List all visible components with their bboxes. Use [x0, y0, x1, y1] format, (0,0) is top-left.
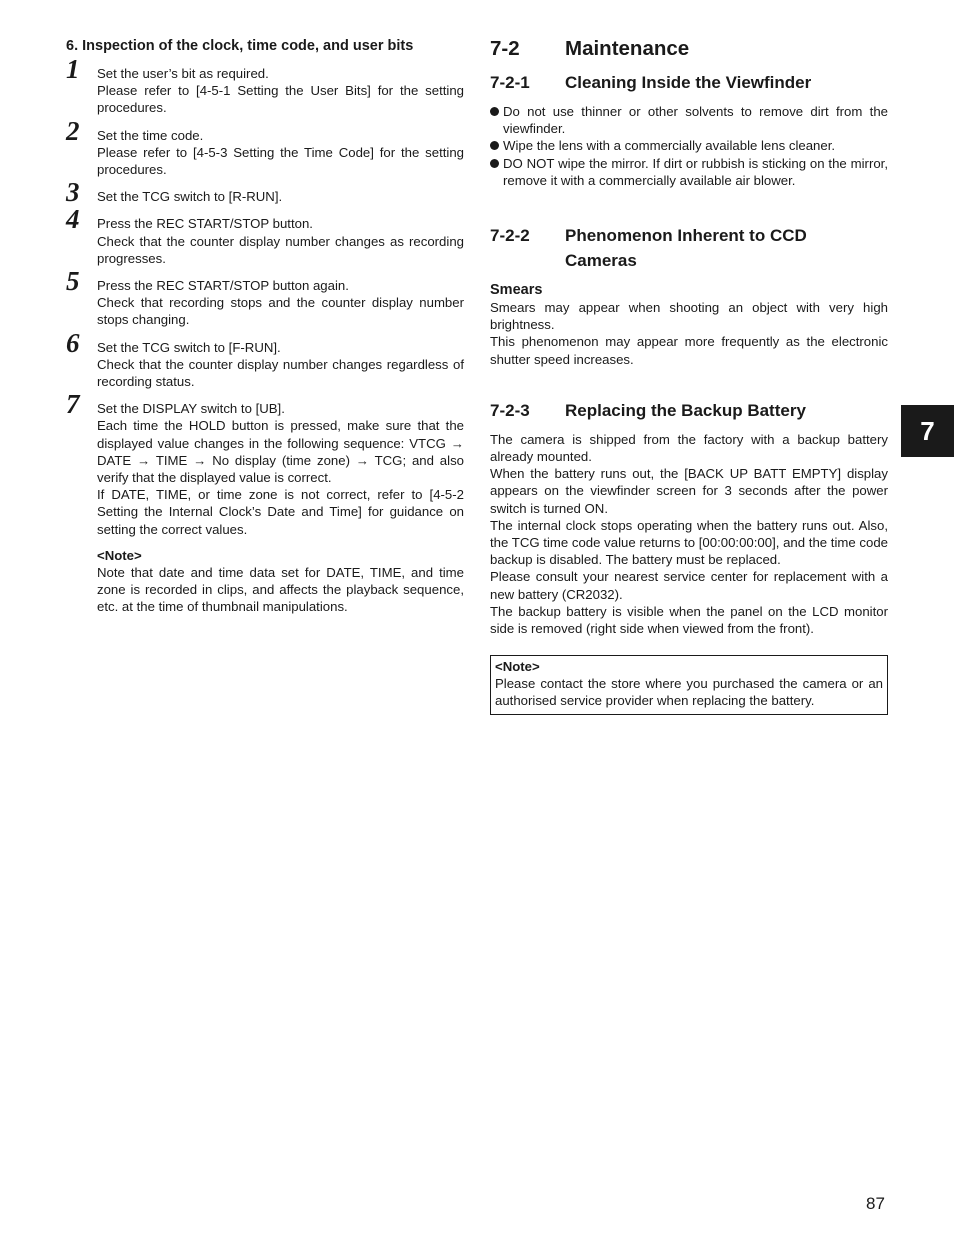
subsection-title-battery [490, 398, 888, 423]
step-line: Please refer to [4-5-1 Setting the User Bits] for the setting procedures. [97, 83, 464, 116]
step-line: Check that recording stops and the counter display number stops changing. [97, 295, 464, 328]
subsection-title: Cleaning Inside the Viewfinder [565, 73, 812, 92]
step-line: Each time the HOLD button is pressed, make sure that the displayed value changes in the following sequence: VTCG → DATE → TIME → No display (time zone) → TCG; and also verify that the displayed value is correct. [97, 418, 464, 486]
step-line: Check that the counter display number changes as recording progresses. [97, 233, 464, 266]
bullet-item [490, 155, 888, 189]
cleaning-bullet-list [490, 103, 888, 189]
section-title-maintenance [490, 36, 888, 62]
step-number: 4 [66, 204, 80, 235]
bullet-text: DO NOT wipe the mirror. If dirt or rubbish is sticking on the mirror, remove it with a commercially available air blower. [503, 155, 888, 188]
bullet-icon [490, 107, 499, 116]
step-number: 1 [66, 54, 80, 84]
paragraph: Please consult your nearest service center for replacement with a new battery (CR2032). [490, 569, 888, 602]
step-text [97, 275, 464, 329]
chapter-tab: 7 [901, 405, 954, 457]
subsection-title-cleaning [490, 70, 888, 95]
note-title: <Note> [495, 659, 540, 675]
paragraph: The camera is shipped from the factory with a backup battery already mounted. [490, 431, 888, 465]
bullet-text: Do not use thinner or other solvents to remove dirt from the viewfinder. [503, 104, 888, 137]
step-text [97, 398, 464, 538]
note-text: Please contact the store where you purchased the camera or an authorised service provider when replacing the battery. [495, 676, 883, 709]
step-line: Set the time code. [97, 127, 204, 143]
step-line: Check that the counter display number changes regardless of recording status. [97, 356, 464, 390]
smears-text [490, 299, 888, 368]
subsection-number: 7-2-1 [490, 73, 530, 92]
paragraph: When the battery runs out, the [BACK UP BATT EMPTY] display appears on the viewfinder screen for 3 seconds after the power switch is turned ON. [490, 466, 888, 516]
subsection-number: 7-2-2 [490, 226, 530, 246]
paragraph: Smears may appear when shooting an object with very high brightness. [490, 300, 888, 333]
bullet-item [490, 103, 888, 137]
inspection-heading: 6. Inspection of the clock, time code, and user bits [66, 38, 414, 54]
step-number: 2 [66, 115, 80, 146]
paragraph: The backup battery is visible when the panel on the LCD monitor side is removed (right side when viewed from the front). [490, 603, 888, 637]
step-5 [66, 266, 464, 329]
step-number: 7 [66, 389, 80, 420]
bullet-icon [490, 159, 499, 168]
subsection-number: 7-2-3 [490, 400, 530, 420]
step-number: 3 [66, 177, 80, 208]
step-line: Set the user’s bit as required. [97, 66, 269, 81]
paragraph: This phenomenon may appear more frequently as the electronic shutter speed increases. [490, 334, 888, 367]
step-text [97, 337, 464, 391]
step-line: Please refer to [4-5-3 Setting the Time Code] for the setting procedures. [97, 144, 464, 178]
battery-note-box [490, 655, 888, 714]
step-line: If DATE, TIME, or time zone is not correct, refer to [4-5-2 Setting the Internal Clock’s Date and Time] for guidance on setting the correct values. [97, 487, 464, 537]
step-3 [66, 177, 464, 208]
paragraph: The internal clock stops operating when the battery runs out. Also, the TCG time code value returns to [00:00:00:00], and the time code backup is disabled. The battery must be replaced. [490, 517, 888, 568]
section-title: Maintenance [565, 37, 690, 60]
step-number: 5 [66, 266, 80, 297]
section-number: 7-2 [490, 37, 520, 60]
step-2 [66, 115, 464, 179]
subsection-title: Replacing the Backup Battery [565, 400, 806, 420]
note-title: <Note> [97, 547, 142, 563]
step-6 [66, 327, 464, 391]
bullet-item [490, 137, 888, 154]
left-column [66, 38, 464, 615]
step-text [97, 63, 464, 117]
step-1 [66, 54, 464, 117]
right-column [490, 36, 888, 715]
step-line: Press the REC START/STOP button. [97, 216, 313, 232]
step-text [97, 213, 464, 267]
step-line: Set the DISPLAY switch to [UB]. [97, 401, 285, 417]
clock-note [66, 547, 464, 616]
step-line: Set the TCG switch to [R-RUN]. [97, 189, 283, 205]
step-number: 6 [66, 327, 80, 358]
battery-text [490, 431, 888, 637]
step-4 [66, 204, 464, 267]
step-text [97, 125, 464, 179]
step-7 [66, 389, 464, 538]
subsection-title: Phenomenon Inherent to CCD Cameras [565, 226, 807, 271]
step-text [97, 186, 464, 205]
smears-subheading: Smears [490, 282, 543, 299]
bullet-text: Wipe the lens with a commercially available lens cleaner. [503, 138, 836, 154]
step-line: Set the TCG switch to [F-RUN]. [97, 339, 281, 355]
bullet-icon [490, 141, 499, 150]
step-line: Press the REC START/STOP button again. [97, 278, 349, 294]
note-text: Note that date and time data set for DATE, TIME, and time zone is recorded in clips, and affects the playback sequence, etc. at the time of thumbnail manipulations. [97, 564, 464, 615]
page-number: 87 [866, 1194, 885, 1213]
subsection-title-ccd [490, 223, 888, 273]
